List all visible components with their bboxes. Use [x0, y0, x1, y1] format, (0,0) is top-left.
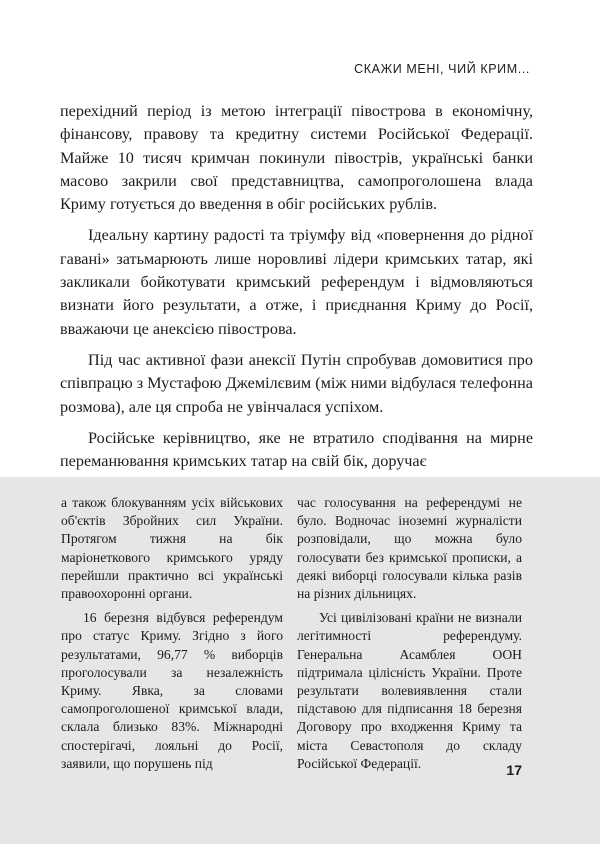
paragraph: Ідеальну картину радості та тріумфу від «повернення до рідної гавані» затьмарюють лише норовливі лідери кримських татар, які закликали бойкотувати кримський референдум і відмовляються визнати його результати, а отже, і приєднання Криму до Росії, вважаючи це анексією півострова.	[60, 226, 533, 338]
paragraph: перехідний період із метою інтеграції півострова в економічну, фінансову, правову та кредитну системи Російської Федерації. Майже 10 тисяч кримчан покинули півострів, українські банки масово закрили свої представництва, самопроголошена влада Криму готується до введення в обіг російських рублів.	[60, 102, 533, 214]
page-number: 17	[506, 762, 522, 778]
sidebar-right-column	[297, 494, 522, 779]
running-header: СКАЖИ МЕНІ, ЧИЙ КРИМ...	[354, 62, 530, 76]
sidebar-left-column	[61, 494, 283, 779]
sidebar-paragraph: 16 березня відбувся референдум про статус Криму. Згідно з його результатами, 96,77 % виборців проголосували за незалежність Криму. Явка, за словами самопроголошеної кримської влади, склала близько 83%. Міжнародні спостерігачі, лояльні до Росії, заявили, що порушень під	[61, 610, 283, 771]
sidebar-paragraph: а також блокуванням усіх військових об'єктів Збройних сил України. Протягом тижня на бік маріонеткового кримського уряду перейшли практично всі українські правоохоронні органи.	[61, 495, 283, 602]
paragraph: Під час активної фази анексії Путін спробував домовитися про співпрацю з Мустафою Джемілєвим (між ними відбулася телефонна розмова), але ця спроба не увінчалася успіхом.	[60, 350, 533, 416]
sidebar-paragraph: час голосування на референдумі не було. Водночас іноземні журналісти розповідали, що можна було голосувати без кримської прописки, а деякі виборці голосували кілька разів на різних дільницях.	[297, 495, 522, 602]
sidebar-paragraph: Усі цивілізовані країни не визнали легітимності референдуму. Генеральна Асамблея ООН підтримала цілісність України. Проте результати волевиявлення стали підставою для підписання 18 березня Договору про входження Криму та міста Севастополя до складу Російської Федерації.	[297, 610, 522, 771]
main-text	[60, 100, 533, 481]
paragraph: Російське керівництво, яке не втратило сподівання на мирне переманювання кримських татар на свій бік, доручає	[60, 428, 533, 471]
